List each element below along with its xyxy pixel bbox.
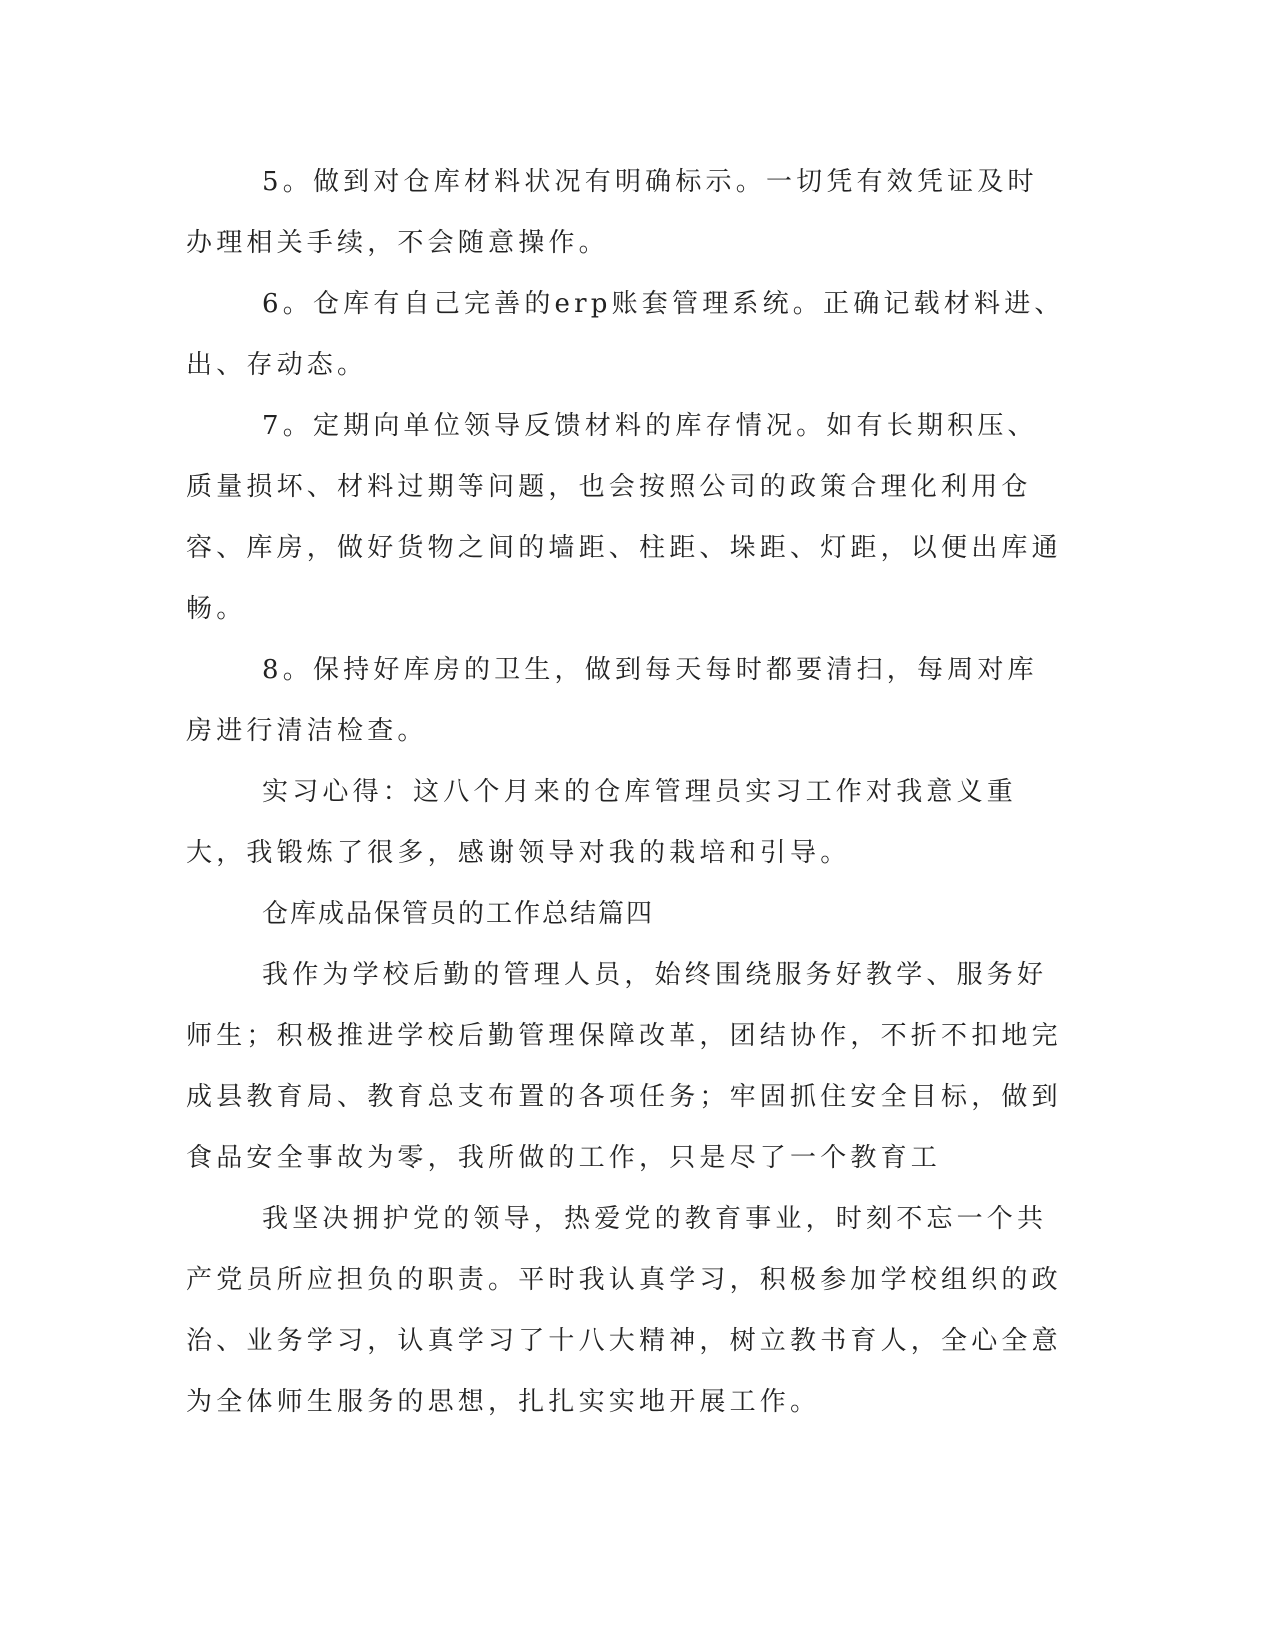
section-heading: 仓库成品保管员的工作总结篇四 <box>262 899 655 929</box>
paragraph-item-5: 5。做到对仓库材料状况有明确标示。一切凭有效凭证及时办理相关手续，不会随意操作。 <box>186 167 1038 258</box>
paragraph-item-8: 8。保持好库房的卫生，做到每天每时都要清扫，每周对库房进行清洁检查。 <box>186 655 1038 746</box>
paragraph-item-7: 7。定期向单位领导反馈材料的库存情况。如有长期积压、质量损坏、材料过期等问题，也会按照公司的政策合理化利用仓容、库房，做好货物之间的墙距、柱距、垛距、灯距，以便出库通畅。 <box>186 411 1062 624</box>
paragraph-party-support: 我坚决拥护党的领导，热爱党的教育事业，时刻不忘一个共产党员所应担负的职责。平时我认真学习，积极参加学校组织的政治、业务学习，认真学习了十八大精神，树立教书育人，全心全意为全体师生服务的思想，扎扎实实地开展工作。 <box>186 1204 1062 1417</box>
paragraph-item-6: 6。仓库有自己完善的erp账套管理系统。正确记载材料进、出、存动态。 <box>186 289 1065 380</box>
document-body <box>186 152 1066 1433</box>
paragraph-logistics-role: 我作为学校后勤的管理人员，始终围绕服务好教学、服务好师生；积极推进学校后勤管理保障改革，团结协作，不折不扣地完成县教育局、教育总支布置的各项任务；牢固抓住安全目标，做到食品安全事故为零，我所做的工作，只是尽了一个教育工 <box>186 960 1062 1173</box>
paragraph-internship-reflection: 实习心得：这八个月来的仓库管理员实习工作对我意义重大，我锻炼了很多，感谢领导对我的栽培和引导。 <box>186 777 1018 868</box>
